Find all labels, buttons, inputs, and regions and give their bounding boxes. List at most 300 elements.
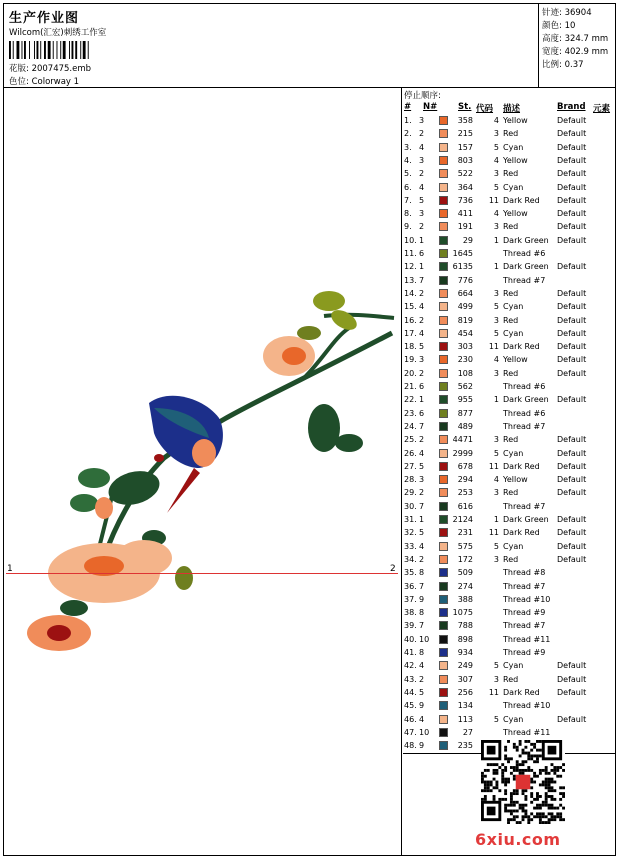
cell-desc: Dark Red — [503, 461, 540, 471]
color-swatch — [439, 409, 448, 418]
cell-brand: Default — [557, 461, 587, 471]
cell-idx: 31. — [404, 515, 417, 524]
color-swatch — [439, 156, 448, 165]
color-swatch — [439, 462, 448, 471]
cell-idx: 14. — [404, 288, 417, 298]
cell-st: 256 — [457, 687, 473, 697]
qr-code — [481, 740, 565, 824]
color-swatch — [439, 715, 448, 724]
cell-brand: Default — [557, 475, 587, 485]
cell-st: 509 — [457, 568, 473, 578]
cell-n: 2 — [419, 674, 425, 684]
cell-n: 2 — [419, 169, 425, 179]
color-swatch — [439, 595, 448, 604]
color-swatch — [439, 382, 448, 391]
cell-n: 4 — [419, 661, 425, 671]
cell-brand: Default — [557, 129, 587, 139]
cell-code: 11 — [488, 528, 499, 538]
cell-code: 3 — [493, 129, 499, 139]
color-swatch — [439, 276, 448, 285]
leaf — [78, 468, 110, 488]
cell-code: 1 — [493, 262, 499, 272]
table-row — [403, 554, 615, 567]
cell-idx: 19. — [404, 355, 417, 365]
cell-n: 1 — [419, 515, 425, 524]
cell-st: 364 — [457, 182, 473, 192]
cell-idx: 21. — [404, 382, 417, 391]
table-row — [403, 487, 615, 500]
cell-n: 1 — [419, 235, 425, 245]
table-row — [403, 448, 615, 461]
cell-code: 5 — [493, 541, 499, 551]
cell-idx: 20. — [404, 368, 417, 378]
cell-st: 134 — [457, 701, 473, 711]
table-row — [403, 581, 615, 594]
cell-n: 2 — [419, 435, 425, 445]
stat-value: 10 — [564, 21, 576, 31]
table-row — [403, 461, 615, 474]
stat-value: 36904 — [564, 8, 592, 18]
cell-desc: Thread #9 — [503, 608, 546, 618]
table-row — [403, 128, 615, 141]
cell-idx: 42. — [404, 661, 417, 671]
watermark: 6xiu.com — [475, 830, 561, 849]
table-row — [403, 634, 615, 647]
cell-idx: 29. — [404, 488, 417, 498]
cell-n: 3 — [419, 355, 425, 365]
color-swatch — [439, 369, 448, 378]
cell-desc: Thread #7 — [503, 421, 546, 431]
cell-desc: Thread #10 — [503, 594, 551, 604]
cell-code: 11 — [488, 342, 499, 352]
cell-desc: Cyan — [503, 448, 524, 458]
cell-idx: 8. — [404, 209, 412, 219]
col-header-desc: 描述 — [503, 104, 521, 114]
cell-desc: Thread #7 — [503, 621, 546, 631]
table-row — [403, 354, 615, 367]
axis-label-right: 2 — [390, 564, 396, 574]
cell-idx: 11. — [404, 249, 417, 258]
company-name: Wilcom(汇宏)刺绣工作室 — [9, 28, 107, 38]
color-swatch — [439, 648, 448, 657]
cell-n: 8 — [419, 648, 425, 657]
cell-n: 9 — [419, 741, 425, 751]
cell-st: 877 — [457, 408, 473, 418]
cell-idx: 41. — [404, 648, 417, 657]
cell-n: 3 — [419, 116, 425, 125]
axis-label-left: 1 — [7, 564, 13, 574]
cell-st: 788 — [457, 621, 473, 631]
cell-idx: 43. — [404, 674, 417, 684]
color-swatch — [439, 621, 448, 630]
table-row — [403, 195, 615, 208]
cell-brand: Default — [557, 169, 587, 179]
table-row — [403, 434, 615, 447]
colorway-value: Colorway 1 — [31, 77, 80, 87]
cell-code: 11 — [488, 461, 499, 471]
table-row — [403, 714, 615, 727]
color-swatch — [439, 196, 448, 205]
design-canvas — [4, 88, 402, 855]
cell-desc: Dark Green — [503, 395, 549, 405]
color-swatch — [439, 701, 448, 710]
cell-idx: 22. — [404, 395, 417, 405]
header-panel — [4, 4, 539, 88]
cell-desc: Dark Red — [503, 195, 540, 205]
cell-code: 4 — [493, 155, 499, 165]
cell-brand: Default — [557, 302, 587, 312]
table-row — [403, 208, 615, 221]
cell-n: 7 — [419, 501, 425, 511]
col-header-n: N# — [423, 102, 438, 112]
cell-desc: Thread #6 — [503, 408, 546, 418]
cell-desc: Dark Green — [503, 235, 549, 245]
table-row — [403, 660, 615, 673]
stat-value: 0.37 — [564, 60, 584, 70]
color-swatch — [439, 169, 448, 178]
cell-code: 3 — [493, 368, 499, 378]
cell-desc: Red — [503, 288, 519, 298]
color-swatch — [439, 488, 448, 497]
cell-brand: Default — [557, 262, 587, 272]
table-row — [403, 288, 615, 301]
table-row — [403, 541, 615, 554]
cell-idx: 25. — [404, 435, 417, 445]
color-swatch — [439, 675, 448, 684]
cell-desc: Red — [503, 368, 519, 378]
cell-idx: 46. — [404, 714, 417, 724]
colorway-line — [9, 75, 79, 87]
leaf — [313, 291, 345, 311]
cell-n: 7 — [419, 621, 425, 631]
cell-st: 2999 — [452, 448, 473, 458]
color-swatch — [439, 236, 448, 245]
cell-code: 11 — [488, 687, 499, 697]
cell-idx: 18. — [404, 342, 417, 352]
cell-desc: Red — [503, 488, 519, 498]
color-swatch — [439, 542, 448, 551]
cell-brand: Default — [557, 142, 587, 152]
color-swatch — [439, 302, 448, 311]
cell-code: 4 — [493, 116, 499, 125]
cell-desc: Red — [503, 129, 519, 139]
color-swatch — [439, 329, 448, 338]
cell-desc: Red — [503, 435, 519, 445]
cell-idx: 15. — [404, 302, 417, 312]
cell-n: 4 — [419, 448, 425, 458]
cell-st: 113 — [457, 714, 473, 724]
cell-st: 678 — [457, 461, 473, 471]
cell-idx: 10. — [404, 235, 417, 245]
cell-brand: Default — [557, 488, 587, 498]
color-swatch — [439, 435, 448, 444]
cell-desc: Cyan — [503, 541, 524, 551]
color-swatch — [439, 222, 448, 231]
cell-desc: Dark Red — [503, 342, 540, 352]
cell-st: 616 — [457, 501, 473, 511]
table-row — [403, 115, 615, 128]
cell-idx: 24. — [404, 421, 417, 431]
cell-brand: Default — [557, 328, 587, 338]
cell-st: 358 — [457, 116, 473, 125]
cell-n: 2 — [419, 222, 425, 232]
table-row — [403, 727, 615, 740]
cell-desc: Red — [503, 222, 519, 232]
cell-brand: Default — [557, 368, 587, 378]
table-title: 停止顺序: — [404, 91, 441, 101]
cell-st: 776 — [457, 275, 473, 285]
cell-idx: 47. — [404, 727, 417, 737]
cell-st: 253 — [457, 488, 473, 498]
cell-n: 3 — [419, 209, 425, 219]
table-row — [403, 168, 615, 181]
color-swatch — [439, 249, 448, 258]
cell-brand: Default — [557, 515, 587, 524]
cell-brand: Default — [557, 674, 587, 684]
cell-brand: Default — [557, 355, 587, 365]
cell-code: 1 — [493, 515, 499, 524]
cell-st: 215 — [457, 129, 473, 139]
color-swatch — [439, 422, 448, 431]
design-file: 2007475.emb — [31, 64, 92, 74]
cell-st: 235 — [457, 741, 473, 751]
cell-desc: Yellow — [503, 475, 528, 485]
cell-st: 4471 — [452, 435, 473, 445]
cell-desc: Thread #8 — [503, 568, 546, 578]
stat-label: 宽度: — [542, 47, 562, 57]
cell-n: 5 — [419, 687, 425, 697]
colorway-label: 色位: — [9, 77, 29, 87]
cell-desc: Thread #9 — [503, 648, 546, 657]
cell-st: 303 — [457, 342, 473, 352]
color-swatch — [439, 728, 448, 737]
cell-n: 8 — [419, 608, 425, 618]
cell-n: 7 — [419, 581, 425, 591]
table-row — [403, 155, 615, 168]
bird-foot — [154, 454, 164, 462]
color-swatch — [439, 475, 448, 484]
cell-idx: 4. — [404, 155, 412, 165]
cell-desc: Thread #11 — [503, 727, 551, 737]
flower-center — [47, 625, 71, 641]
cell-st: 307 — [457, 674, 473, 684]
design-label: 花版: — [9, 64, 29, 74]
table-row — [403, 620, 615, 633]
color-swatch — [439, 635, 448, 644]
cell-idx: 44. — [404, 687, 417, 697]
cell-desc: Thread #7 — [503, 275, 546, 285]
cell-st: 108 — [457, 368, 473, 378]
cell-code: 5 — [493, 328, 499, 338]
color-swatch — [439, 129, 448, 138]
cell-st: 230 — [457, 355, 473, 365]
cell-brand: Default — [557, 315, 587, 325]
footer-panel — [403, 753, 615, 855]
cell-code: 4 — [493, 355, 499, 365]
cell-code: 5 — [493, 142, 499, 152]
table-row — [403, 700, 615, 713]
cell-st: 454 — [457, 328, 473, 338]
flower — [116, 540, 172, 576]
cell-brand: Default — [557, 222, 587, 232]
color-swatch — [439, 262, 448, 271]
cell-desc: Thread #7 — [503, 581, 546, 591]
color-swatch — [439, 608, 448, 617]
cell-desc: Thread #6 — [503, 382, 546, 391]
barcode — [9, 41, 117, 59]
cell-n: 5 — [419, 195, 425, 205]
cell-st: 249 — [457, 661, 473, 671]
table-row — [403, 514, 615, 527]
table-row — [403, 674, 615, 687]
cell-brand: Default — [557, 182, 587, 192]
cell-desc: Red — [503, 674, 519, 684]
cell-code: 3 — [493, 288, 499, 298]
table-row — [403, 421, 615, 434]
stat-label: 颜色: — [542, 21, 562, 31]
cell-st: 489 — [457, 421, 473, 431]
color-swatch — [439, 688, 448, 697]
cell-brand: Default — [557, 235, 587, 245]
cell-st: 522 — [457, 169, 473, 179]
cell-desc: Thread #6 — [503, 249, 546, 258]
cell-desc: Dark Red — [503, 687, 540, 697]
cell-st: 29 — [462, 235, 473, 245]
cell-idx: 3. — [404, 142, 412, 152]
cell-idx: 12. — [404, 262, 417, 272]
table-row — [403, 501, 615, 514]
cell-n: 2 — [419, 288, 425, 298]
cell-desc: Dark Red — [503, 528, 540, 538]
cell-brand: Default — [557, 541, 587, 551]
cell-n: 1 — [419, 395, 425, 405]
cell-n: 9 — [419, 701, 425, 711]
cell-code: 1 — [493, 395, 499, 405]
cell-code: 1 — [493, 235, 499, 245]
bird-beak — [167, 468, 200, 513]
cell-idx: 2. — [404, 129, 412, 139]
color-swatch — [439, 395, 448, 404]
cell-idx: 13. — [404, 275, 417, 285]
cell-idx: 17. — [404, 328, 417, 338]
table-row — [403, 182, 615, 195]
cell-st: 274 — [457, 581, 473, 591]
stat-label: 高度: — [542, 34, 562, 44]
cell-idx: 45. — [404, 701, 417, 711]
cell-st: 231 — [457, 528, 473, 538]
cell-desc: Thread #11 — [503, 634, 551, 644]
cell-n: 5 — [419, 461, 425, 471]
color-swatch — [439, 342, 448, 351]
table-row — [403, 567, 615, 580]
col-header-brand: Brand — [557, 102, 586, 112]
color-swatch — [439, 449, 448, 458]
cell-brand: Default — [557, 342, 587, 352]
color-swatch — [439, 528, 448, 537]
cell-desc: Cyan — [503, 142, 524, 152]
cell-n: 4 — [419, 302, 425, 312]
bird-breast — [192, 439, 216, 467]
cell-n: 5 — [419, 342, 425, 352]
cell-desc: Cyan — [503, 714, 524, 724]
leaf — [297, 326, 321, 340]
cell-code: 3 — [493, 315, 499, 325]
cell-brand: Default — [557, 209, 587, 219]
stat-label: 比例: — [542, 60, 562, 70]
cell-code: 5 — [493, 661, 499, 671]
table-row — [403, 275, 615, 288]
cell-idx: 35. — [404, 568, 417, 578]
color-swatch — [439, 741, 448, 750]
embroidery-illustration — [4, 88, 402, 855]
cell-n: 3 — [419, 155, 425, 165]
cell-idx: 32. — [404, 528, 417, 538]
cell-n: 6 — [419, 382, 425, 391]
col-header-code: 代码 — [476, 104, 494, 114]
table-row — [403, 261, 615, 274]
flower-bud — [95, 497, 113, 519]
cell-brand: Default — [557, 661, 587, 671]
cell-idx: 6. — [404, 182, 412, 192]
cell-st: 499 — [457, 302, 473, 312]
cell-idx: 16. — [404, 315, 417, 325]
cell-n: 7 — [419, 421, 425, 431]
table-row — [403, 408, 615, 421]
page-title: 生产作业图 — [9, 11, 80, 26]
cell-st: 575 — [457, 541, 473, 551]
col-header-stitches: St. — [458, 102, 472, 112]
cell-n: 4 — [419, 142, 425, 152]
cell-idx: 33. — [404, 541, 417, 551]
cell-code: 3 — [493, 554, 499, 564]
stop-sequence-table — [403, 88, 615, 753]
cell-n: 4 — [419, 714, 425, 724]
cell-idx: 39. — [404, 621, 417, 631]
cell-brand: Default — [557, 288, 587, 298]
cell-idx: 30. — [404, 501, 417, 511]
cell-desc: Yellow — [503, 155, 528, 165]
cell-idx: 34. — [404, 554, 417, 564]
col-header-element: 元素 — [593, 104, 611, 114]
design-file-line — [9, 62, 91, 74]
cell-code: 5 — [493, 302, 499, 312]
cell-n: 6 — [419, 249, 425, 258]
cell-brand: Default — [557, 435, 587, 445]
leaf — [335, 434, 363, 452]
cell-st: 411 — [457, 209, 473, 219]
cell-n: 10 — [419, 727, 430, 737]
cell-st: 803 — [457, 155, 473, 165]
cell-idx: 1. — [404, 116, 412, 125]
table-row — [403, 687, 615, 700]
cell-st: 6135 — [452, 262, 473, 272]
cell-st: 172 — [457, 554, 473, 564]
leaf — [105, 466, 164, 510]
table-row — [403, 527, 615, 540]
table-row — [403, 381, 615, 394]
leaf — [175, 566, 193, 590]
cell-n: 4 — [419, 541, 425, 551]
color-swatch — [439, 661, 448, 670]
cell-desc: Cyan — [503, 302, 524, 312]
cell-st: 157 — [457, 142, 473, 152]
cell-code: 3 — [493, 674, 499, 684]
cell-idx: 37. — [404, 594, 417, 604]
table-row — [403, 368, 615, 381]
cell-st: 2124 — [452, 515, 473, 524]
table-row — [403, 328, 615, 341]
table-row — [403, 474, 615, 487]
